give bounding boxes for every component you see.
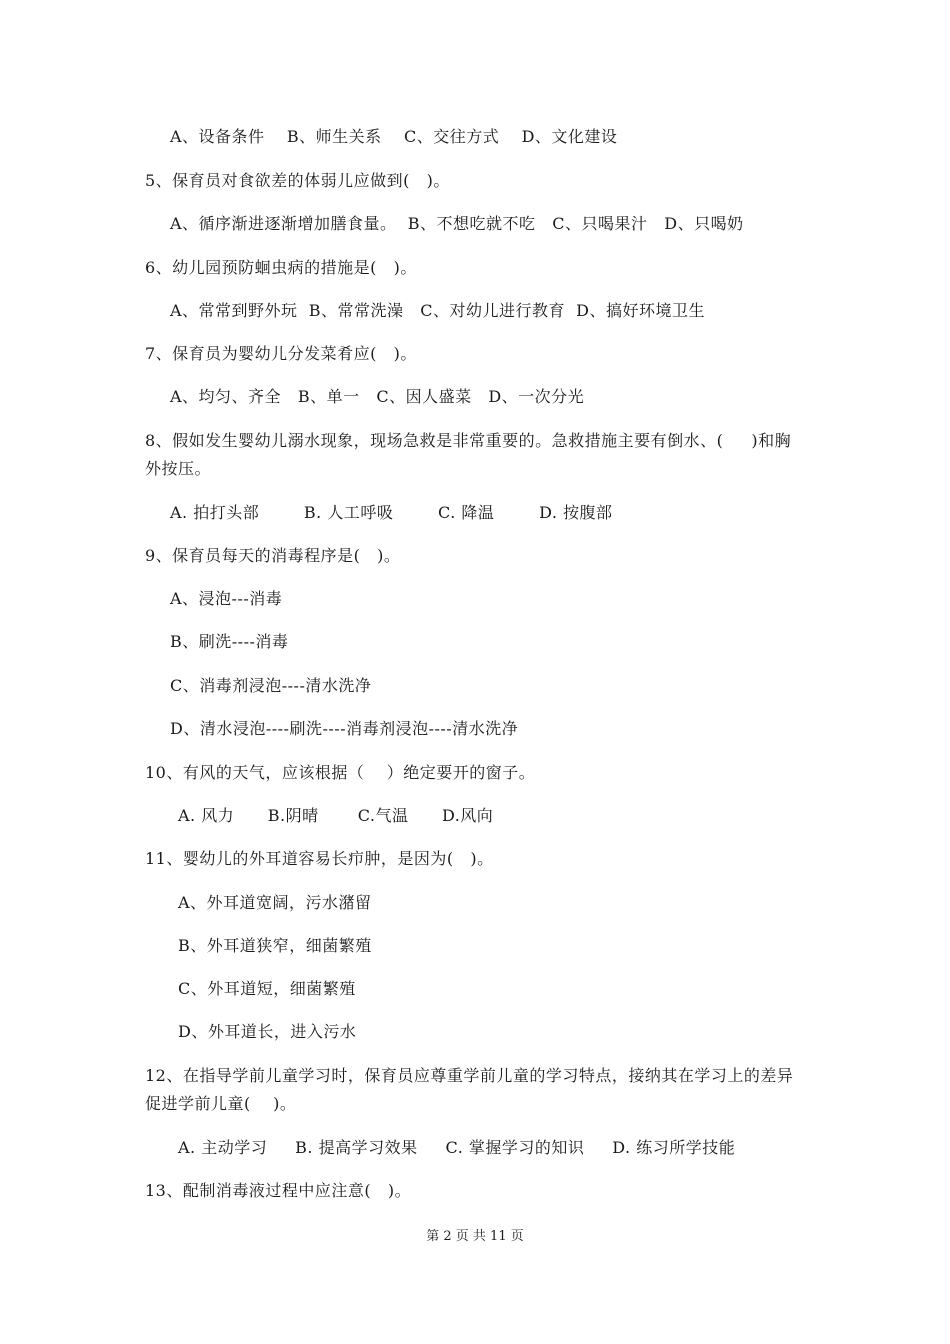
q11-option-b: B、外耳道狭窄，细菌繁殖: [178, 936, 372, 955]
q9-option-b: B、刷洗----消毒: [170, 632, 289, 651]
q12-options: A. 主动学习 B. 提高学习效果 C. 掌握学习的知识 D. 练习所学技能: [178, 1138, 736, 1157]
q9-option-c: C、消毒剂浸泡----清水洗净: [170, 676, 372, 695]
q8-options: A. 拍打头部 B. 人工呼吸 C. 降温 D. 按腹部: [170, 503, 613, 522]
q11-option-a: A、外耳道宽阔，污水潴留: [178, 893, 372, 912]
q9-option-a: A、浸泡---消毒: [170, 589, 283, 608]
question-12-cont: 促进学前儿童( )。: [145, 1094, 297, 1113]
question-10: 10、有风的天气，应该根据（ ）绝定要开的窗子。: [145, 763, 536, 782]
q11-option-d: D、外耳道长，进入污水: [178, 1022, 357, 1041]
question-12: 12、在指导学前儿童学习时，保育员应尊重学前儿童的学习特点，接纳其在学习上的差异: [145, 1066, 794, 1085]
q5-options: A、循序渐进逐渐增加膳食量。 B、不想吃就不吃 C、只喝果汁 D、只喝奶: [170, 214, 744, 233]
q11-option-c: C、外耳道短，细菌繁殖: [178, 979, 356, 998]
question-11: 11、婴幼儿的外耳道容易长疖肿，是因为( )。: [145, 849, 494, 868]
question-6: 6、幼儿园预防蛔虫病的措施是( )。: [145, 258, 417, 277]
q9-option-d: D、清水浸泡----刷洗----消毒剂浸泡----清水洗净: [170, 719, 519, 738]
q6-options: A、常常到野外玩 B、常常洗澡 C、对幼儿进行教育 D、搞好环境卫生: [170, 301, 705, 320]
question-7: 7、保育员为婴幼儿分发菜肴应( )。: [145, 344, 417, 363]
question-9: 9、保育员每天的消毒程序是( )。: [145, 546, 401, 565]
q4-options: A、设备条件 B、师生关系 C、交往方式 D、文化建设: [170, 127, 618, 146]
q7-options: A、均匀、齐全 B、单一 C、因人盛菜 D、一次分光: [170, 387, 585, 406]
question-13: 13、配制消毒液过程中应注意( )。: [145, 1181, 412, 1200]
q10-options: A. 风力 B.阴晴 C.气温 D.风向: [178, 806, 494, 825]
question-8: 8、假如发生婴幼儿溺水现象，现场急救是非常重要的。急救措施主要有倒水、( )和胸: [145, 431, 792, 450]
question-5: 5、保育员对食欲差的体弱儿应做到( )。: [145, 171, 450, 190]
question-8-cont: 外按压。: [145, 459, 212, 478]
page-number-footer: 第 2 页 共 11 页: [426, 1229, 524, 1244]
